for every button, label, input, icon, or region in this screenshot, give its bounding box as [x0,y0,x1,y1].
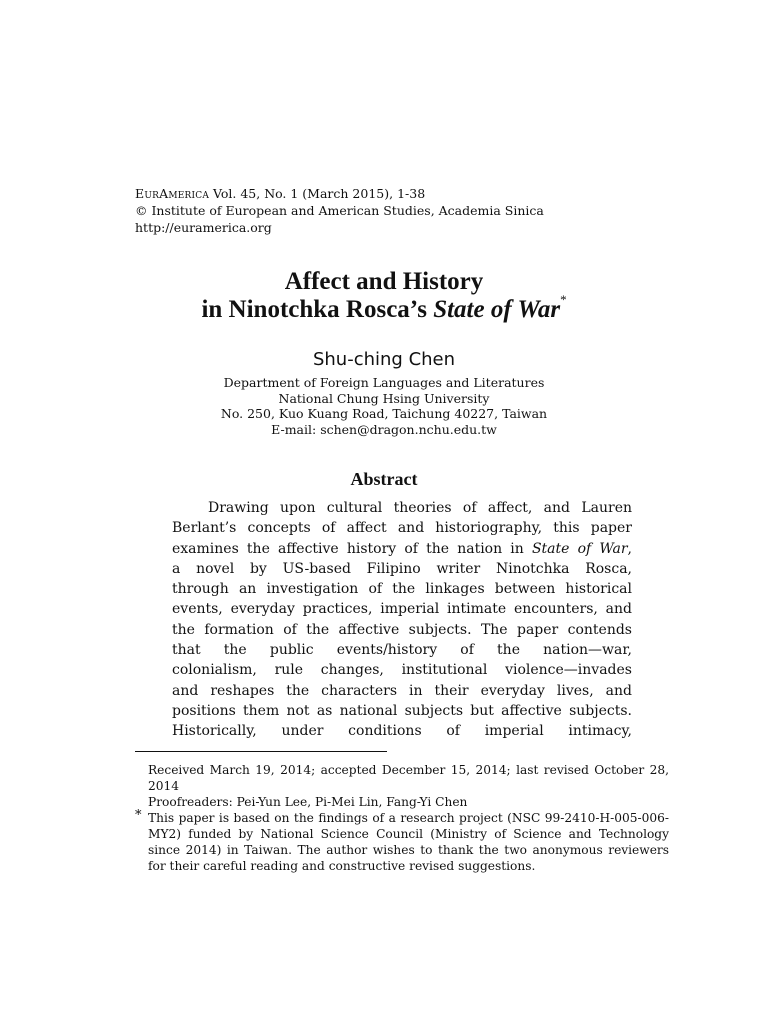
title-line-2 [0,292,768,324]
abstract-line: and reshapes the characters in their everyday lives, and [172,682,632,699]
footnote-acknowledgement: This paper is based on the findings of a research project (NSC 99-2410-H-005-006-MY2) funded by National Science Council (Ministry of Science and Technology since 2014) in Taiwan. The author wishes to thank the two anonymous reviewers for their careful reading and constructive revised suggestions. [148,811,669,873]
abstract-line: Berlant’s concepts of affect and historiography, this paper [172,520,632,537]
abstract-line: a novel by US-based Filipino writer Ninotchka Rosca, [172,560,632,577]
footnote-divider [135,751,387,752]
abstract-body [172,498,632,742]
footnote [148,762,669,874]
footnote-marker: * [135,808,142,823]
title-footnote-marker: * [560,292,567,307]
address: No. 250, Kuo Kuang Road, Taichung 40227, Taiwan [220,406,548,421]
footnote-proofreaders: Proofreaders: Pei-Yun Lee, Pi-Mei Lin, Fang-Yi Chen [148,795,468,809]
department: Department of Foreign Languages and Literatures [223,375,545,390]
abstract-line: positions them not as national subjects but affective subjects. [172,702,632,719]
abstract-line: events, everyday practices, imperial intimate encounters, and [172,601,632,618]
abstract-line: colonialism, rule changes, institutional violence—invades [172,662,632,679]
footnote-received: Received March 19, 2014; accepted December 15, 2014; last revised October 28, 2014 [148,763,669,793]
email: E-mail: schen@dragon.nchu.edu.tw [271,421,497,437]
author-affiliation [0,375,768,437]
abstract-heading: Abstract [350,469,418,489]
title-line-1: Affect and History [284,268,484,295]
title-book-name: State of War [433,296,561,323]
copyright-line: © Institute of European and American Studies, Academia Sinica [135,203,544,218]
abstract-text: examines the affective history of the nation in [172,540,532,557]
abstract-line [172,539,632,559]
citation-line [135,185,544,202]
journal-header [135,185,544,236]
volume-info: Vol. 45, No. 1 (March 2015), 1-38 [209,186,426,201]
journal-name: EurAmerica [135,186,210,201]
abstract-line: the formation of the affective subjects. The paper contends [172,621,632,638]
abstract-text: , [627,540,632,557]
author-name: Shu-ching Chen [312,349,456,370]
abstract-book-name: State of War [531,540,628,557]
abstract-line: Historically, under conditions of imperial intimacy, [172,723,632,740]
abstract-line: through an investigation of the linkages between historical [172,581,632,598]
journal-url: http://euramerica.org [135,220,272,235]
abstract-line: that the public events/history of the nation—war, [172,642,632,659]
paper-title [0,268,768,324]
title-line-2-text: in Ninotchka Rosca’s [201,296,434,323]
abstract-line: Drawing upon cultural theories of affect, and Lauren [208,500,632,516]
university: National Chung Hsing University [278,390,490,406]
